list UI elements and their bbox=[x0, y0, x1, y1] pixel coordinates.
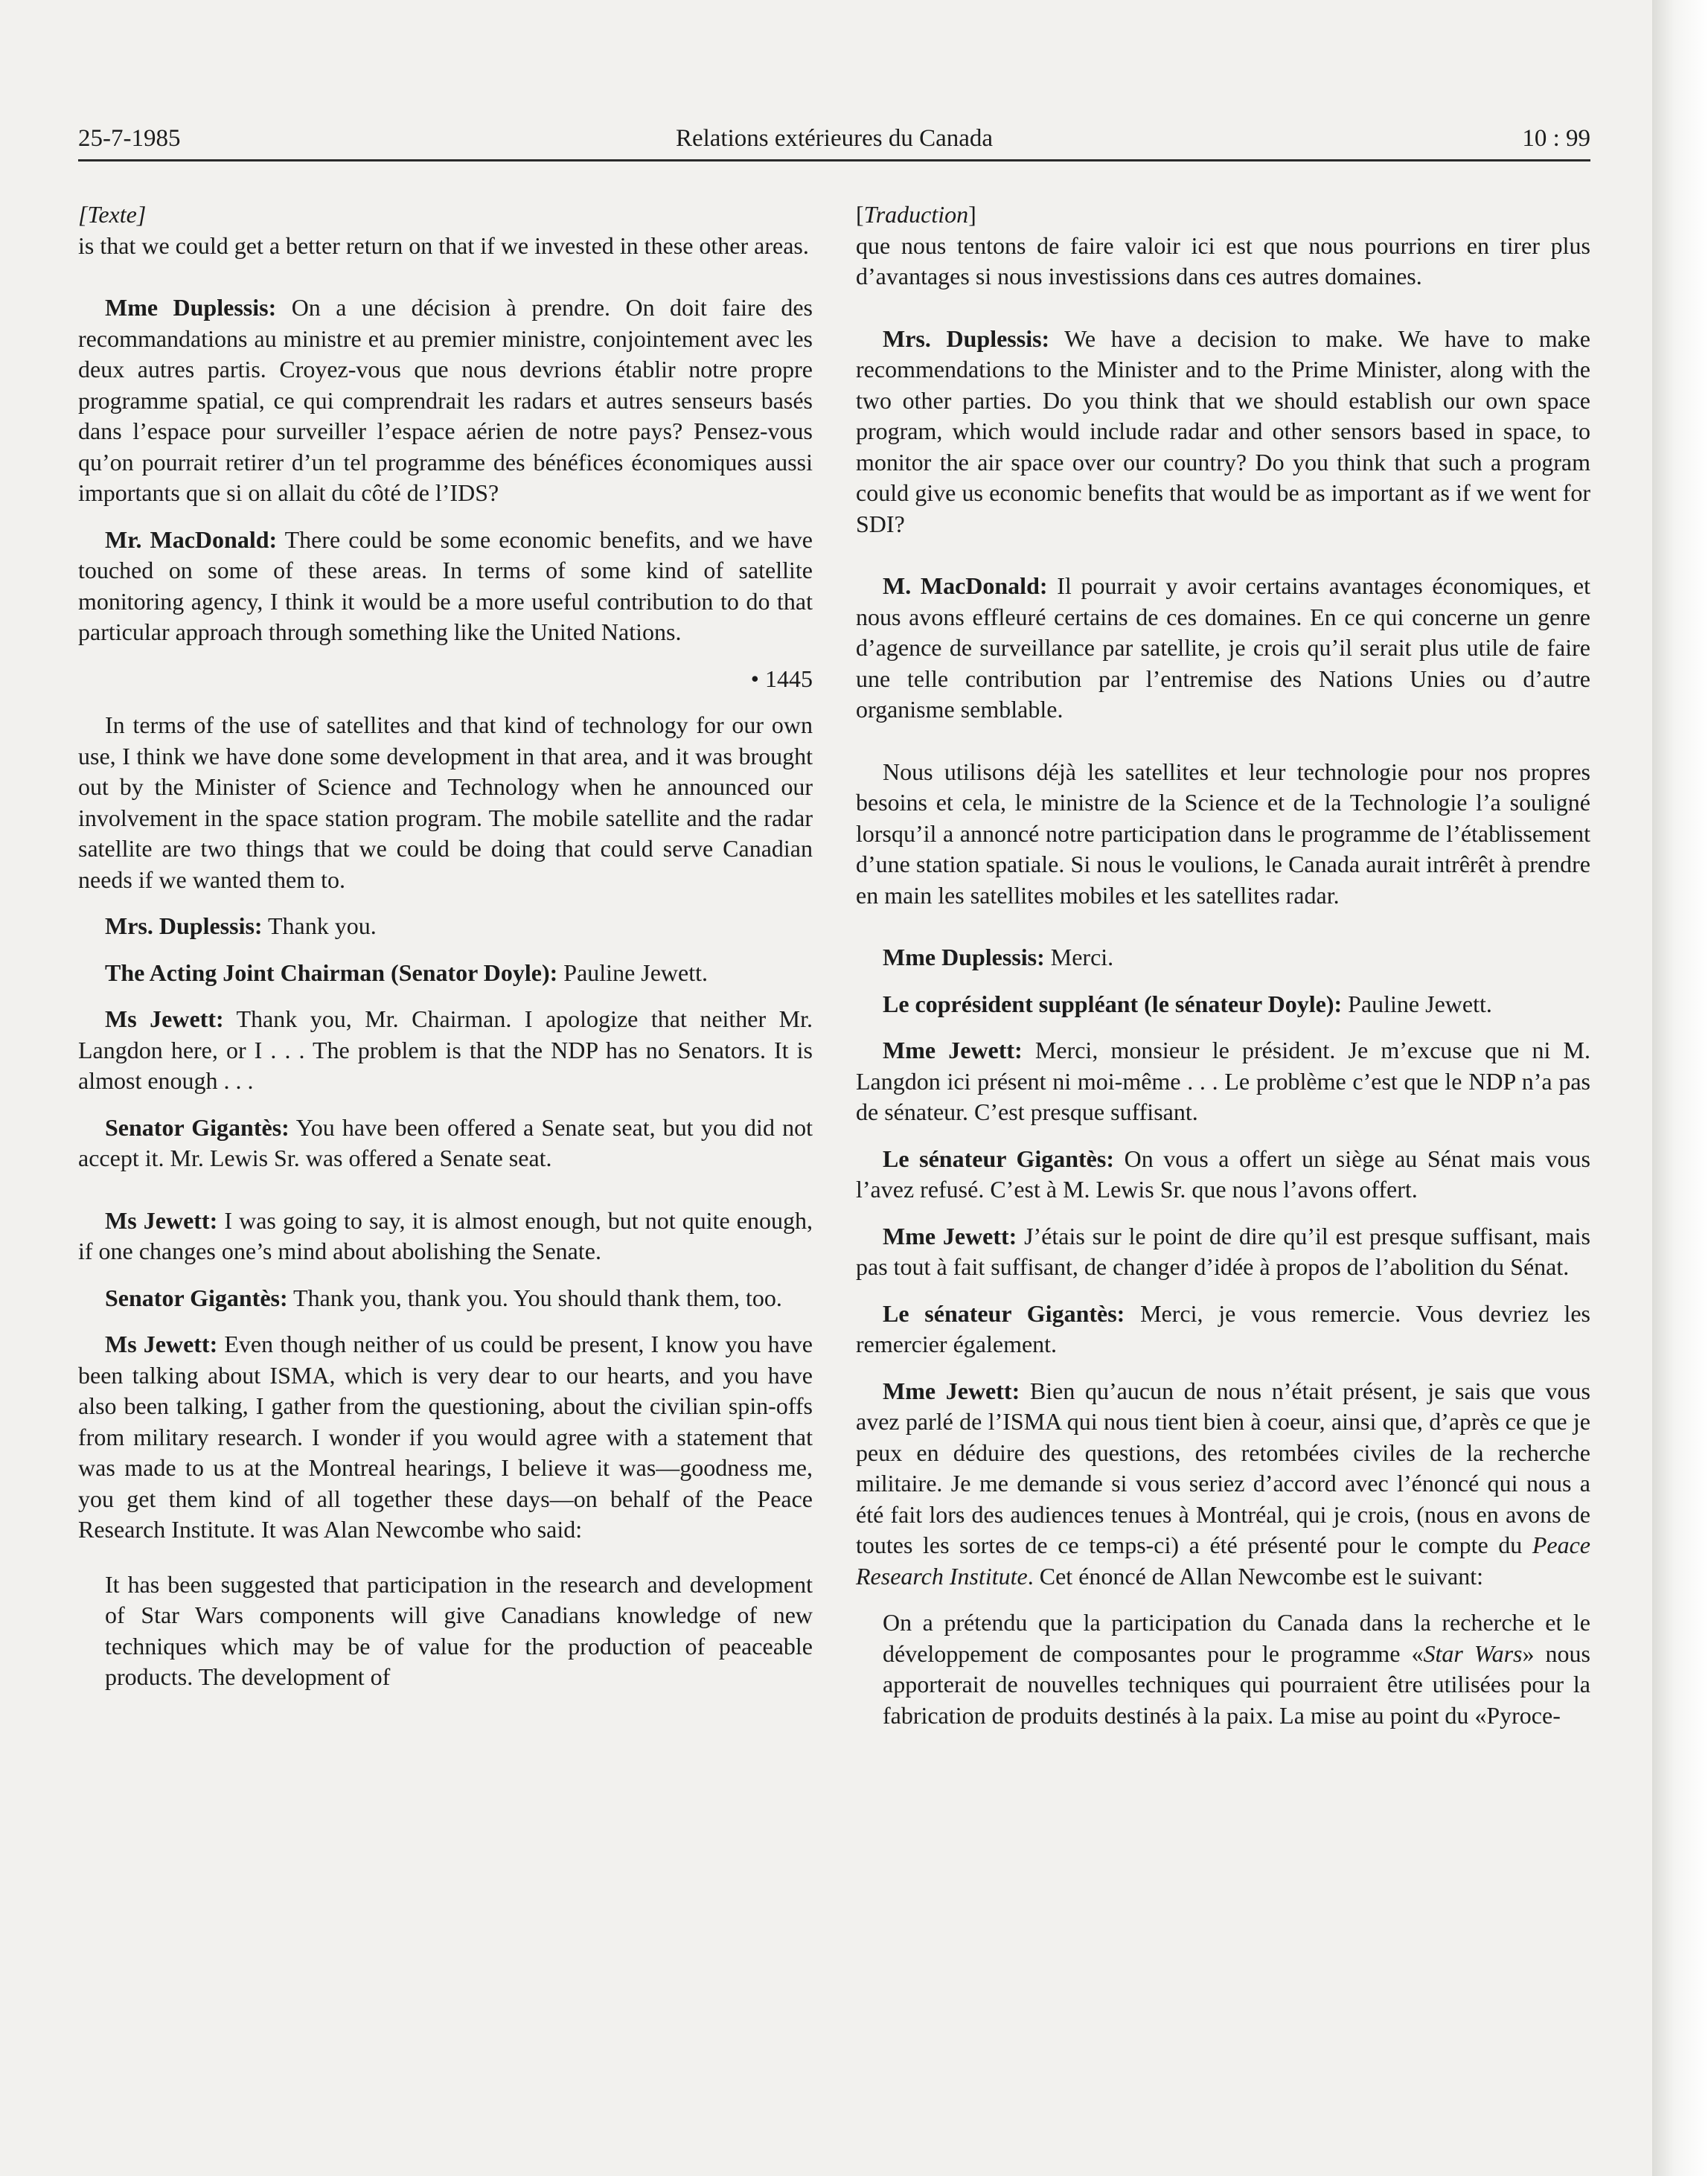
speaker-name: Senator Gigantès: bbox=[105, 1113, 290, 1141]
speaker-name: Mrs. Duplessis: bbox=[883, 324, 1050, 352]
speaker-paragraph: Mme Duplessis: Merci. bbox=[883, 944, 1114, 970]
header-rule bbox=[78, 159, 1590, 161]
speaker-paragraph: Ms Jewett: Thank you, Mr. Chairman. I apologize that neither Mr. Langdon here, or I . . . The problem is that the NDP has no Senators. It is almost enough . . . bbox=[78, 1005, 813, 1094]
speaker-paragraph: Le sénateur Gigantès: On vous a offert un siège au Sénat mais vous l’avez refusé. C’est à M. Lewis Sr. que nous l’avons offert. bbox=[856, 1145, 1591, 1203]
running-header bbox=[78, 124, 1590, 161]
speaker-paragraph: Mme Jewett: Bien qu’aucun de nous n’était présent, je sais que vous avez parlé de l’ISMA qui nous tient bien à coeur, ainsi que, d’après ce que je peux en déduire des questions, des retombées civiles de la recherche militaire. Je me demande si vous seriez d’accord avec l’énoncé qui nous a été fait lors des audiences tenues à Montréal, qui je crois, (nous en avons de toutes les sortes de ce temps-ci) a été présenté pour le compte du Peace Research Institute. Cet énoncé de Allan Newcombe est le suivant: bbox=[856, 1377, 1591, 1590]
column-label-texte: [Texte] bbox=[78, 201, 147, 228]
paragraph: is that we could get a better return on that if we invested in these other areas. bbox=[78, 231, 809, 259]
speaker-paragraph: Mme Jewett: Merci, monsieur le président. Je m’excuse que ni M. Langdon ici présent ni moi-même . . . Le problème c’est que le NDP n’a pas de sénateur. C’est presque suffisant. bbox=[856, 1037, 1591, 1125]
speaker-name: Ms Jewett: bbox=[105, 1206, 218, 1234]
speaker-paragraph: Ms Jewett: I was going to say, it is almost enough, but not quite enough, if one changes one’s mind about abolishing the Senate. bbox=[78, 1206, 813, 1264]
speaker-name: Mr. MacDonald: bbox=[105, 525, 278, 553]
column-label-traduction: [Traduction] bbox=[856, 201, 976, 228]
speaker-name: Mme Jewett: bbox=[883, 1377, 1020, 1404]
block-quote: On a prétendu que la participation du Canada dans la recherche et le développement de composantes pour le programme «Star Wars» nous apporterait de nouvelles techniques qui pourraient être utilisées pour la fabrication de produits destinés à la paix. La mise au point du «Pyroce- bbox=[883, 1609, 1591, 1729]
speaker-paragraph: Mr. MacDonald: There could be some economic benefits, and we have touched on some of these areas. In terms of some kind of satellite monitoring agency, I think it would be a more useful contribution to do that particular approach through something like the United Nations. bbox=[78, 525, 813, 645]
paragraph: Nous utilisons déjà les satellites et leur technologie pour nos propres besoins et cela, le ministre de la Science et de la Technologie l’a souligné lorsqu’il a annoncé notre participation dans le programme de l’établissement d’une station spatiale. Si nous le voulions, le Canada aurait intrêrêt à prendre en main les satellites mobiles et les satellites radar. bbox=[856, 758, 1590, 909]
speaker-name: Le sénateur Gigantès: bbox=[883, 1145, 1114, 1172]
speaker-name: Le sénateur Gigantès: bbox=[883, 1299, 1125, 1327]
right-column bbox=[856, 199, 1590, 1747]
speaker-name: The Acting Joint Chairman (Senator Doyle): bbox=[105, 959, 558, 986]
speaker-paragraph: Mrs. Duplessis: Thank you. bbox=[105, 912, 377, 939]
time-marker: • 1445 bbox=[750, 665, 813, 692]
speaker-paragraph: Le coprésident suppléant (le sénateur Doyle): Pauline Jewett. bbox=[883, 990, 1492, 1017]
speaker-paragraph: Senator Gigantès: Thank you, thank you. You should thank them, too. bbox=[105, 1284, 782, 1311]
speaker-name: Le coprésident suppléant (le sénateur Doyle): bbox=[883, 990, 1343, 1017]
page-edge bbox=[1652, 0, 1708, 2176]
speaker-name: Mme Jewett: bbox=[883, 1222, 1017, 1249]
speaker-name: Ms Jewett: bbox=[105, 1331, 218, 1357]
speaker-paragraph: Mme Jewett: J’étais sur le point de dire qu’il est presque suffisant, mais pas tout à fait suffisant, de changer d’idée à propos de l’abolition du Sénat. bbox=[856, 1222, 1591, 1280]
left-column bbox=[78, 199, 813, 1709]
speaker-paragraph: Mme Duplessis: On a une décision à prendre. On doit faire des recommandations au ministre et au premier ministre, conjointement avec les deux autres partis. Croyez-vous que nous devrions établir notre propre programme spatial, ce qui comprendrait les radars et autres senseurs basés dans l’espace pour surveiller l’espace aérien de notre pays? Pensez-vous qu’on pourrait retirer d’un tel programme des bénéfices économiques aussi importants que si on allait du côté de l’IDS? bbox=[78, 294, 813, 506]
speaker-name: Mrs. Duplessis: bbox=[105, 912, 263, 939]
speaker-paragraph: Senator Gigantès: You have been offered a Senate seat, but you did not accept it. Mr. Lewis Sr. was offered a Senate seat. bbox=[78, 1113, 813, 1171]
speaker-name: Mme Duplessis: bbox=[883, 944, 1045, 970]
speaker-name: Mme Duplessis: bbox=[105, 294, 277, 321]
speaker-paragraph: The Acting Joint Chairman (Senator Doyle): Pauline Jewett. bbox=[105, 959, 709, 986]
header-title: Relations extérieures du Canada bbox=[675, 125, 994, 152]
speaker-name: Senator Gigantès: bbox=[105, 1284, 288, 1311]
paragraph: In terms of the use of satellites and that kind of technology for our own use, I think we have done some development in that area, and it was brought out by the Minister of Science and Technology when he announced our involvement in the space station program. The mobile satellite and the radar satellite are two things that we could be doing that could serve Canadian needs if we wanted them to. bbox=[78, 711, 813, 893]
speaker-name: M. MacDonald: bbox=[883, 572, 1048, 599]
header-page-number: 10 : 99 bbox=[1522, 125, 1590, 152]
speaker-name: Mme Jewett: bbox=[883, 1037, 1023, 1063]
speaker-paragraph: M. MacDonald: Il pourrait y avoir certains avantages économiques, et nous avons effleuré certains de ces domaines. En ce qui concerne un genre d’agence de surveillance par satellite, je crois qu’il serait plus utile de faire une telle contribution par l’entremise des Nations Unies ou d’autre organisme semblable. bbox=[856, 572, 1591, 723]
speaker-paragraph: Ms Jewett: Even though neither of us could be present, I know you have been talking about ISMA, which is very dear to our hearts, and you have also been talking, I gather from the questioning, about the civilian spin-offs from military research. I wonder if you would agree with a statement that was made to us at the Montreal hearings, I believe it was—goodness me, you get them kind of all together these days—on behalf of the Peace Research Institute. It was Alan Newcombe who said: bbox=[78, 1331, 813, 1543]
speaker-paragraph: Mrs. Duplessis: We have a decision to make. We have to make recommendations to the Minister and to the Prime Minister, along with the two other parties. Do you think that we should establish our own space program, which would include radar and other sensors based in space, to monitor the air space over our country? Do you think that such a program could give us economic benefits that would be as important as if we went for SDI? bbox=[856, 324, 1590, 537]
speaker-paragraph: Le sénateur Gigantès: Merci, je vous remercie. Vous devriez les remercier également. bbox=[856, 1299, 1590, 1357]
block-quote: It has been suggested that participation in the research and development of Star Wars components will give Canadians knowledge of new techniques which may be of value for the production of peaceable products. The development of bbox=[105, 1570, 813, 1690]
paragraph: que nous tentons de faire valoir ici est que nous pourrions en tirer plus d’avantages si nous investissions dans ces autres domaines. bbox=[856, 231, 1590, 289]
header-date: 25-7-1985 bbox=[78, 125, 181, 152]
speaker-name: Ms Jewett: bbox=[105, 1005, 224, 1032]
